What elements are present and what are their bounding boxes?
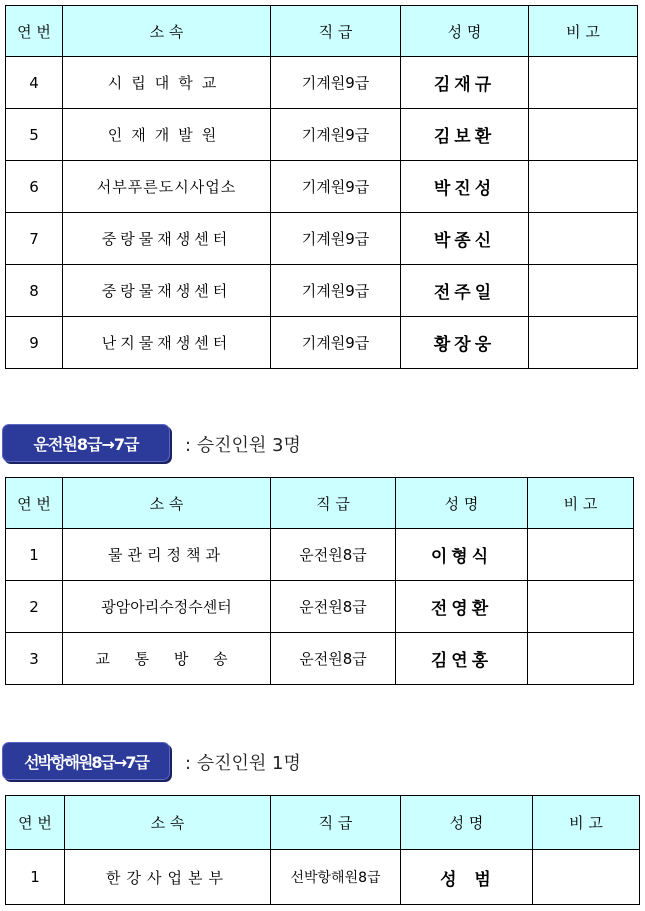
promotion-table-1 bbox=[5, 5, 638, 369]
header-dept: 소 속 bbox=[65, 796, 271, 850]
row-dept: 한강사업본부 bbox=[65, 850, 271, 905]
row-no: 1 bbox=[6, 529, 63, 581]
table-row bbox=[6, 850, 640, 905]
row-no: 4 bbox=[6, 57, 63, 109]
row-no: 9 bbox=[6, 317, 63, 369]
table-row bbox=[6, 317, 638, 369]
grade-badge-navigator: 선박항해원8급→7급 bbox=[2, 742, 170, 780]
row-grade: 운전원8급 bbox=[271, 529, 396, 581]
row-name: 전영환 bbox=[396, 581, 528, 633]
row-dept: 중랑물재생센터 bbox=[63, 265, 271, 317]
row-name: 김보환 bbox=[401, 109, 529, 161]
header-note: 비 고 bbox=[529, 6, 638, 57]
row-note bbox=[529, 109, 638, 161]
table-header-row bbox=[6, 478, 634, 529]
row-name: 박진성 bbox=[401, 161, 529, 213]
header-grade: 직 급 bbox=[271, 6, 401, 57]
promotion-count: : 승진인원 1명 bbox=[185, 753, 301, 774]
row-name: 성 범 bbox=[401, 850, 533, 905]
row-dept: 인재개발원 bbox=[63, 109, 271, 161]
header-dept: 소 속 bbox=[63, 6, 271, 57]
row-grade: 선박항해원8급 bbox=[271, 850, 401, 905]
row-grade: 운전원8급 bbox=[271, 581, 396, 633]
row-note bbox=[529, 213, 638, 265]
row-no: 3 bbox=[6, 633, 63, 685]
header-no: 연 번 bbox=[6, 478, 63, 529]
table-header-row bbox=[6, 6, 638, 57]
promotion-table-2 bbox=[5, 477, 634, 685]
row-grade: 기계원9급 bbox=[271, 213, 401, 265]
table-row bbox=[6, 529, 634, 581]
promotion-count: : 승진인원 3명 bbox=[185, 435, 301, 456]
row-note bbox=[528, 633, 634, 685]
row-no: 7 bbox=[6, 213, 63, 265]
table-row bbox=[6, 265, 638, 317]
grade-badge-operator: 운전원8급→7급 bbox=[2, 424, 170, 462]
promotion-table-3 bbox=[5, 795, 640, 905]
row-dept: 서부푸른도시사업소 bbox=[63, 161, 271, 213]
header-note: 비 고 bbox=[528, 478, 634, 529]
row-dept: 물관리정책과 bbox=[63, 529, 271, 581]
row-name: 황장웅 bbox=[401, 317, 529, 369]
header-note: 비 고 bbox=[533, 796, 640, 850]
row-note bbox=[529, 317, 638, 369]
header-dept: 소 속 bbox=[63, 478, 271, 529]
row-no: 6 bbox=[6, 161, 63, 213]
row-note bbox=[529, 265, 638, 317]
row-note bbox=[533, 850, 640, 905]
row-name: 전주일 bbox=[401, 265, 529, 317]
row-name: 김재규 bbox=[401, 57, 529, 109]
header-name: 성 명 bbox=[396, 478, 528, 529]
row-note bbox=[528, 529, 634, 581]
row-grade: 기계원9급 bbox=[271, 57, 401, 109]
row-dept: 시립대학교 bbox=[63, 57, 271, 109]
row-no: 5 bbox=[6, 109, 63, 161]
header-name: 성 명 bbox=[401, 796, 533, 850]
row-note bbox=[529, 161, 638, 213]
row-grade: 기계원9급 bbox=[271, 109, 401, 161]
table-header-row bbox=[6, 796, 640, 850]
row-no: 1 bbox=[6, 850, 65, 905]
row-dept: 교 통 방 송 bbox=[63, 633, 271, 685]
table-row bbox=[6, 57, 638, 109]
row-grade: 기계원9급 bbox=[271, 265, 401, 317]
table-row bbox=[6, 161, 638, 213]
header-no: 연 번 bbox=[6, 796, 65, 850]
row-no: 2 bbox=[6, 581, 63, 633]
header-grade: 직 급 bbox=[271, 796, 401, 850]
row-name: 박종신 bbox=[401, 213, 529, 265]
row-name: 김연홍 bbox=[396, 633, 528, 685]
row-grade: 기계원9급 bbox=[271, 317, 401, 369]
table-row bbox=[6, 213, 638, 265]
table-row bbox=[6, 581, 634, 633]
header-name: 성 명 bbox=[401, 6, 529, 57]
header-no: 연 번 bbox=[6, 6, 63, 57]
row-grade: 기계원9급 bbox=[271, 161, 401, 213]
row-note bbox=[529, 57, 638, 109]
row-dept: 난지물재생센터 bbox=[63, 317, 271, 369]
header-grade: 직 급 bbox=[271, 478, 396, 529]
table-row bbox=[6, 109, 638, 161]
row-dept: 중랑물재생센터 bbox=[63, 213, 271, 265]
row-note bbox=[528, 581, 634, 633]
row-dept: 광암아리수정수센터 bbox=[63, 581, 271, 633]
row-no: 8 bbox=[6, 265, 63, 317]
row-name: 이형식 bbox=[396, 529, 528, 581]
table-row bbox=[6, 633, 634, 685]
row-grade: 운전원8급 bbox=[271, 633, 396, 685]
